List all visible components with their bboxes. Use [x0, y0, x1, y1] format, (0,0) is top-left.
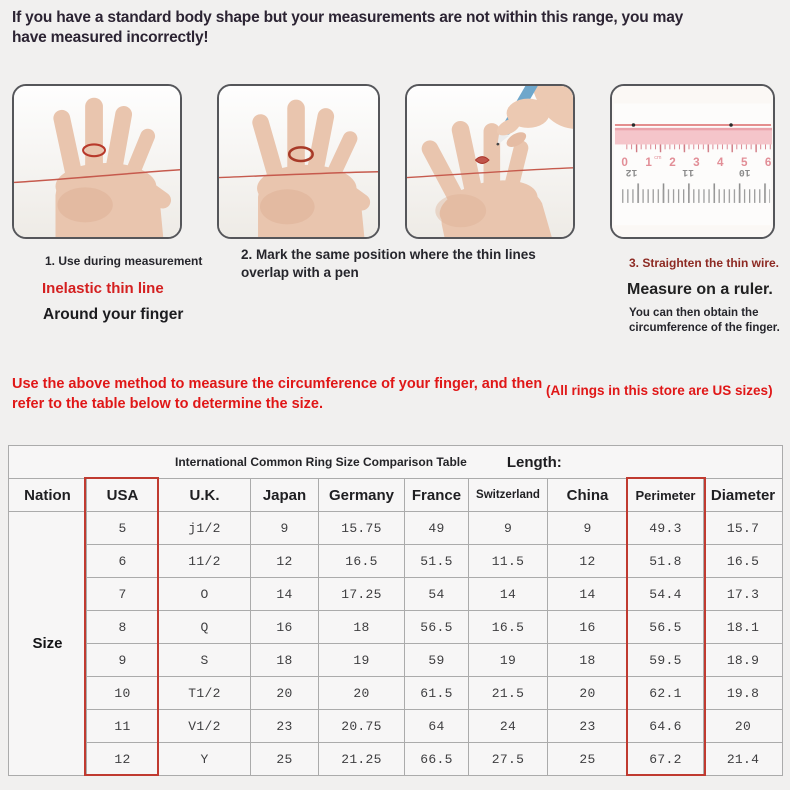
cell-perimeter: 64.6 [628, 710, 704, 743]
cell-usa: 6 [87, 545, 159, 578]
cell-uk: j1/2 [159, 512, 251, 545]
col-header-china: China [548, 479, 628, 512]
cell-china: 25 [548, 743, 628, 776]
cell-switzerland: 24 [469, 710, 548, 743]
cell-switzerland: 21.5 [469, 677, 548, 710]
cell-diameter: 17.3 [704, 578, 783, 611]
cell-uk: S [159, 644, 251, 677]
table-row [9, 644, 783, 677]
table-row [9, 677, 783, 710]
cell-usa: 7 [87, 578, 159, 611]
svg-text:3: 3 [693, 155, 700, 169]
warning-text: If you have a standard body shape but your measurements are not within this range, you may have measured incorrectly! [12, 9, 684, 47]
cell-china: 14 [548, 578, 628, 611]
cell-germany: 17.25 [319, 578, 405, 611]
cell-japan: 16 [251, 611, 319, 644]
cell-china: 23 [548, 710, 628, 743]
cell-france: 66.5 [405, 743, 469, 776]
cell-germany: 16.5 [319, 545, 405, 578]
cell-perimeter: 49.3 [628, 512, 704, 545]
cell-diameter: 18.1 [704, 611, 783, 644]
cell-china: 16 [548, 611, 628, 644]
cell-china: 9 [548, 512, 628, 545]
cell-diameter: 18.9 [704, 644, 783, 677]
col-header-germany: Germany [319, 479, 405, 512]
cell-usa: 11 [87, 710, 159, 743]
cell-switzerland: 27.5 [469, 743, 548, 776]
cell-uk: V1/2 [159, 710, 251, 743]
cell-germany: 20 [319, 677, 405, 710]
cell-uk: Y [159, 743, 251, 776]
cell-france: 54 [405, 578, 469, 611]
col-header-japan: Japan [251, 479, 319, 512]
cell-japan: 14 [251, 578, 319, 611]
cell-uk: T1/2 [159, 677, 251, 710]
photo-step-3 [405, 84, 575, 239]
cell-usa: 8 [87, 611, 159, 644]
table-row [9, 611, 783, 644]
cell-perimeter: 62.1 [628, 677, 704, 710]
cell-france: 61.5 [405, 677, 469, 710]
ring-size-table [8, 445, 782, 776]
size-group-label: Size [9, 512, 87, 776]
step2-caption: 2. Mark the same position where the thin lines overlap with a pen [241, 247, 536, 281]
pen-mark-dot [632, 123, 636, 127]
instruction-aside: (All rings in this store are US sizes) [546, 383, 773, 398]
table-row [9, 710, 783, 743]
step1-caption: 1. Use during measurement [45, 254, 203, 268]
svg-text:4: 4 [717, 155, 724, 169]
cell-perimeter: 51.8 [628, 545, 704, 578]
length-label: Length: [506, 453, 562, 471]
table-row [9, 512, 783, 545]
hand-thread-image [14, 86, 180, 237]
hand-pen-marking-image [407, 86, 573, 237]
cell-switzerland: 19 [469, 644, 548, 677]
cell-switzerland: 9 [469, 512, 548, 545]
cell-uk: Q [159, 611, 251, 644]
col-header-nation: Nation [9, 479, 87, 512]
cell-japan: 20 [251, 677, 319, 710]
step3-bold-label: Measure on a ruler. [627, 281, 773, 298]
cell-uk: O [159, 578, 251, 611]
cell-diameter: 19.8 [704, 677, 783, 710]
cell-perimeter: 67.2 [628, 743, 704, 776]
cell-diameter: 20 [704, 710, 783, 743]
table-row [9, 578, 783, 611]
cell-germany: 21.25 [319, 743, 405, 776]
cell-perimeter: 56.5 [628, 611, 704, 644]
cell-perimeter: 59.5 [628, 644, 704, 677]
cell-diameter: 21.4 [704, 743, 783, 776]
ruler-image [612, 86, 773, 237]
svg-text:5: 5 [740, 155, 748, 169]
col-header-france: France [405, 479, 469, 512]
hand-thread-wrapped-image [219, 86, 378, 237]
pen-mark-dot [729, 123, 733, 127]
cell-usa: 12 [87, 743, 159, 776]
svg-text:10: 10 [738, 166, 751, 178]
cell-switzerland: 14 [469, 578, 548, 611]
cell-japan: 18 [251, 644, 319, 677]
cell-germany: 15.75 [319, 512, 405, 545]
cell-germany: 18 [319, 611, 405, 644]
col-header-perimeter: Perimeter [628, 479, 704, 512]
cell-diameter: 16.5 [704, 545, 783, 578]
cell-switzerland: 11.5 [469, 545, 548, 578]
cell-china: 12 [548, 545, 628, 578]
cell-usa: 9 [87, 644, 159, 677]
cell-switzerland: 16.5 [469, 611, 548, 644]
step3-note: You can then obtain the circumference of the finger. [629, 307, 780, 334]
cell-japan: 9 [251, 512, 319, 545]
table-title: International Common Ring Size Comparison Table [175, 455, 467, 469]
instruction-text: Use the above method to measure the circumference of your finger, and then refer to the table below to determine the size. [12, 376, 543, 412]
cell-diameter: 15.7 [704, 512, 783, 545]
svg-text:11: 11 [682, 166, 694, 178]
cell-france: 56.5 [405, 611, 469, 644]
step1-red-label: Inelastic thin line [42, 280, 164, 297]
svg-text:12: 12 [625, 166, 638, 178]
cell-france: 51.5 [405, 545, 469, 578]
svg-text:1: 1 [645, 155, 652, 169]
cell-france: 59 [405, 644, 469, 677]
cell-china: 20 [548, 677, 628, 710]
col-header-diameter: Diameter [704, 479, 783, 512]
photo-step-4 [610, 84, 775, 239]
col-header-switzerland: Switzerland [469, 479, 548, 512]
cell-japan: 25 [251, 743, 319, 776]
svg-text:0: 0 [621, 155, 628, 169]
cell-usa: 5 [87, 512, 159, 545]
cell-usa: 10 [87, 677, 159, 710]
cell-france: 49 [405, 512, 469, 545]
cell-perimeter: 54.4 [628, 578, 704, 611]
cell-germany: 19 [319, 644, 405, 677]
cell-france: 64 [405, 710, 469, 743]
cell-china: 18 [548, 644, 628, 677]
table-row [9, 545, 783, 578]
svg-text:cm: cm [654, 155, 662, 162]
photo-step-1 [12, 84, 182, 239]
cell-japan: 12 [251, 545, 319, 578]
step3-red-label: 3. Straighten the thin wire. [629, 256, 780, 270]
cell-germany: 20.75 [319, 710, 405, 743]
table-row [9, 743, 783, 776]
cell-uk: 11/2 [159, 545, 251, 578]
col-header-uk: U.K. [159, 479, 251, 512]
step1-bold-label: Around your finger [43, 306, 184, 323]
cell-japan: 23 [251, 710, 319, 743]
svg-text:2: 2 [669, 155, 676, 169]
svg-text:6: 6 [764, 155, 772, 169]
photo-step-2 [217, 84, 380, 239]
col-header-usa: USA [87, 479, 159, 512]
